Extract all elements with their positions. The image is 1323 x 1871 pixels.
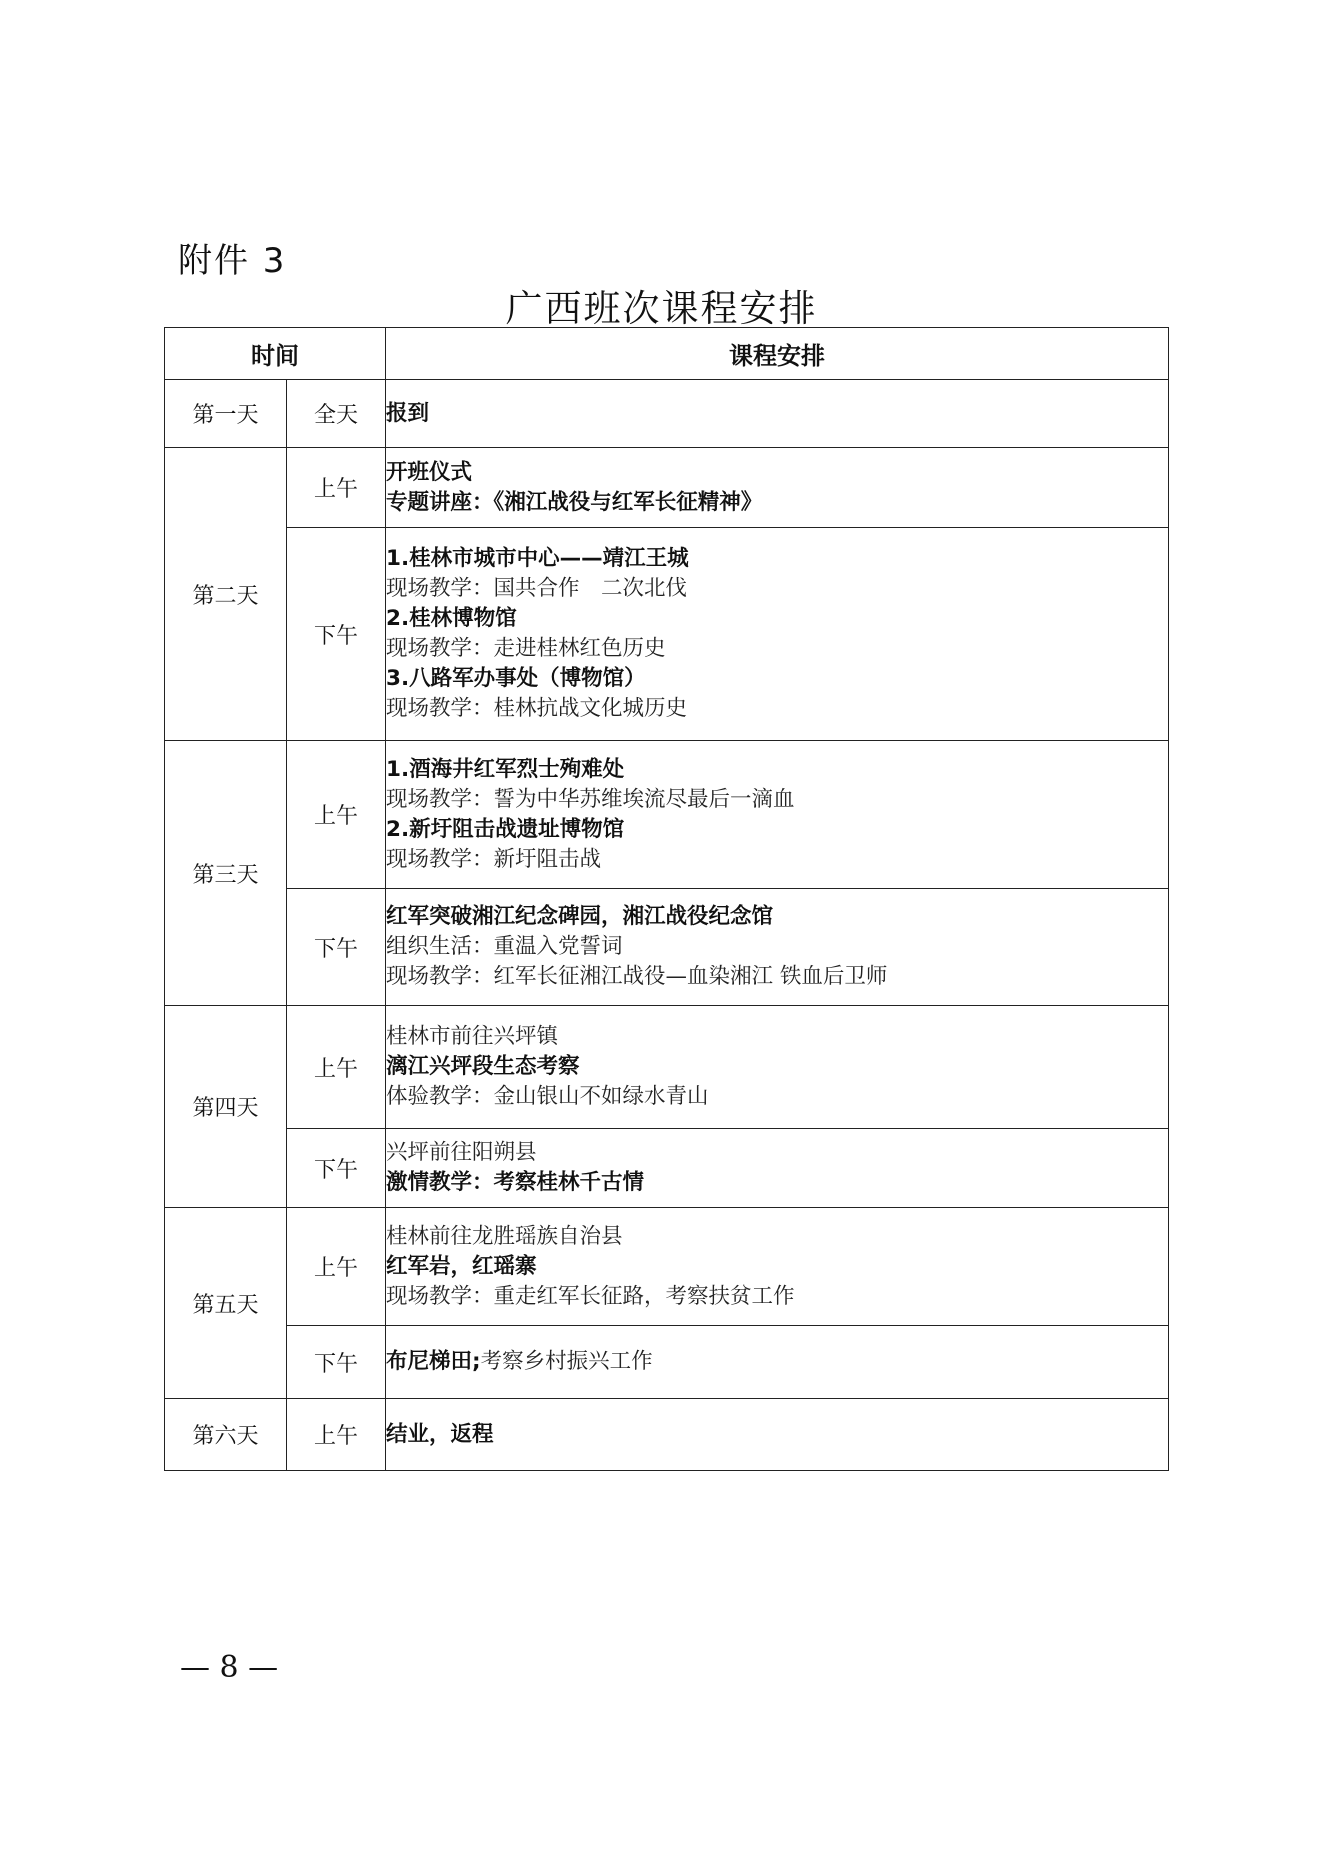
period-cell: 上午 [287, 741, 386, 889]
table-row [165, 1208, 1169, 1326]
course-cell [386, 380, 1169, 448]
page-number: — 8 — [180, 1650, 279, 1685]
schedule-body [165, 380, 1169, 1471]
day-cell: 第二天 [165, 448, 287, 741]
period-cell: 上午 [287, 1399, 386, 1471]
period-cell: 下午 [287, 1129, 386, 1208]
day-cell: 第五天 [165, 1208, 287, 1399]
schedule-table [164, 327, 1169, 1471]
course-line: 桂林市前往兴坪镇 [386, 1024, 559, 1049]
course-cell [386, 1326, 1169, 1399]
course-line: 3.八路军办事处（博物馆） [386, 666, 646, 691]
table-row [165, 889, 1169, 1006]
course-line: 漓江兴坪段生态考察 [386, 1054, 580, 1079]
day-cell: 第四天 [165, 1006, 287, 1208]
course-cell [386, 1129, 1169, 1208]
course-cell [386, 1208, 1169, 1326]
course-line: 现场教学：国共合作 二次北伐 [386, 576, 688, 601]
period-cell: 下午 [287, 528, 386, 741]
course-line: 激情教学：考察桂林千古情 [386, 1170, 645, 1195]
course-cell [386, 448, 1169, 528]
course-line: 组织生活：重温入党誓词 [386, 934, 623, 959]
table-row [165, 528, 1169, 741]
course-text: 布尼梯田; [386, 1349, 481, 1374]
course-line: 2.新圩阻击战遗址博物馆 [386, 816, 625, 842]
day-cell: 第六天 [165, 1399, 287, 1471]
course-line: 报到 [386, 400, 430, 426]
course-line: 专题讲座：《湘江战役与红军长征精神》 [386, 489, 763, 515]
course-line: 现场教学：桂林抗战文化城历史 [386, 696, 688, 721]
course-line: 现场教学：红军长征湘江战役—血染湘江 铁血后卫师 [386, 964, 888, 989]
period-cell: 上午 [287, 1006, 386, 1129]
course-line: 兴坪前往阳朔县 [386, 1140, 537, 1165]
period-cell: 上午 [287, 448, 386, 528]
course-line: 体验教学：金山银山不如绿水青山 [386, 1084, 709, 1109]
period-cell: 全天 [287, 380, 386, 448]
day-cell: 第一天 [165, 380, 287, 448]
table-row [165, 741, 1169, 889]
header-time: 时间 [165, 328, 386, 380]
course-line: 1.桂林市城市中心——靖江王城 [386, 546, 689, 571]
course-cell [386, 528, 1169, 741]
course-cell [386, 1006, 1169, 1129]
period-cell: 下午 [287, 1326, 386, 1399]
table-header-row [165, 328, 1169, 380]
course-line: 结业，返程 [386, 1421, 494, 1447]
document-title: 广西班次课程安排 [505, 287, 818, 330]
course-cell [386, 889, 1169, 1006]
table-row [165, 1006, 1169, 1129]
table-row [165, 380, 1169, 448]
course-line: 红军突破湘江纪念碑园，湘江战役纪念馆 [386, 904, 774, 929]
course-line: 现场教学：走进桂林红色历史 [386, 636, 666, 661]
course-line: 现场教学：重走红军长征路，考察扶贫工作 [386, 1283, 795, 1309]
course-line: 桂林前往龙胜瑶族自治县 [386, 1223, 623, 1249]
period-cell: 下午 [287, 889, 386, 1006]
course-line: 现场教学：新圩阻击战 [386, 846, 602, 872]
day-cell: 第三天 [165, 741, 287, 1006]
table-row [165, 1129, 1169, 1208]
course-line: 现场教学：誓为中华苏维埃流尽最后一滴血 [386, 786, 795, 812]
table-row [165, 1399, 1169, 1471]
course-line [386, 1347, 1168, 1377]
course-line: 1.酒海井红军烈士殉难处 [386, 756, 625, 782]
period-cell: 上午 [287, 1208, 386, 1326]
table-row [165, 448, 1169, 528]
table-row [165, 1326, 1169, 1399]
course-line: 2.桂林博物馆 [386, 606, 517, 631]
course-cell [386, 1399, 1169, 1471]
course-text: 考察乡村振兴工作 [480, 1349, 653, 1374]
course-line: 红军岩，红瑶寨 [386, 1253, 537, 1279]
attachment-label: 附件 3 [178, 241, 287, 281]
course-cell [386, 741, 1169, 889]
header-course: 课程安排 [386, 328, 1169, 380]
course-line: 开班仪式 [386, 459, 473, 485]
